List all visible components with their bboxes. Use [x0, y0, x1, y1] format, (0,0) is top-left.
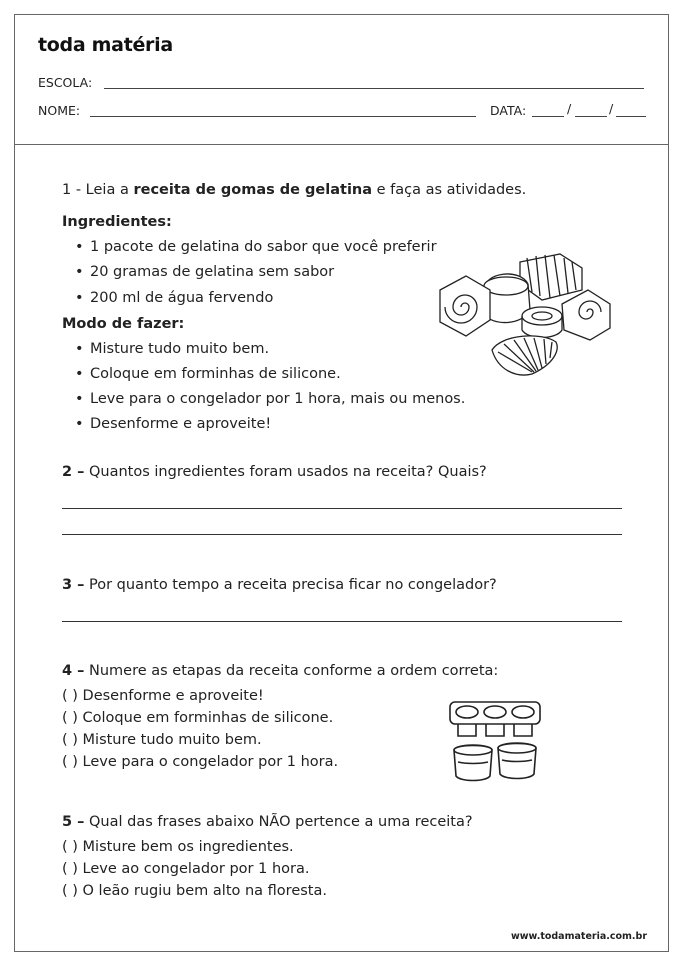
- q4-number: 4 –: [62, 663, 85, 679]
- school-field[interactable]: [104, 88, 644, 89]
- date-label: DATA:: [490, 103, 527, 118]
- q1-prompt: [62, 181, 526, 199]
- ingredient-item: • 1 pacote de gelatina do sabor que você preferir: [90, 238, 437, 256]
- q5-option[interactable]: ( ) Misture bem os ingredientes.: [62, 839, 294, 855]
- q4-text: Numere as etapas da receita conforme a ordem correta:: [84, 663, 499, 679]
- school-label: ESCOLA:: [38, 75, 93, 90]
- q3-text: Por quanto tempo a receita precisa ficar no congelador?: [84, 577, 497, 593]
- date-separator: /: [609, 101, 614, 116]
- method-step: • Desenforme e aproveite!: [90, 415, 271, 433]
- ingredient-item: • 200 ml de água fervendo: [90, 289, 273, 307]
- date-month-field[interactable]: [575, 116, 607, 117]
- ingredients-title: Ingredientes:: [62, 214, 172, 230]
- q5-option[interactable]: ( ) Leve ao congelador por 1 hora.: [62, 861, 310, 877]
- q4-option[interactable]: ( ) Desenforme e aproveite!: [62, 688, 264, 704]
- ingredient-item: • 20 gramas de gelatina sem sabor: [90, 263, 334, 281]
- q4-option[interactable]: ( ) Leve para o congelador por 1 hora.: [62, 754, 339, 770]
- q2-answer-line[interactable]: [62, 508, 622, 509]
- q3-number: 3 –: [62, 577, 85, 593]
- q4-option[interactable]: ( ) Coloque em forminhas de silicone.: [62, 710, 334, 726]
- q1-recipe-name: receita de gomas de gelatina: [133, 182, 373, 198]
- worksheet-frame: [14, 14, 669, 952]
- silicone-molds-illustration: [446, 698, 546, 784]
- q4-option[interactable]: ( ) Misture tudo muito bem.: [62, 732, 262, 748]
- brand-logo: toda matéria: [38, 34, 173, 56]
- name-field[interactable]: [90, 116, 476, 117]
- footer-site: www.todamateria.com.br: [510, 931, 647, 942]
- gummy-candies-illustration: [432, 250, 616, 386]
- method-step: • Coloque em forminhas de silicone.: [90, 365, 341, 383]
- date-separator: /: [567, 101, 572, 116]
- q5-prompt: [62, 813, 473, 831]
- q2-prompt: [62, 463, 487, 481]
- q5-option[interactable]: ( ) O leão rugiu bem alto na floresta.: [62, 883, 327, 899]
- q1-prefix: 1 - Leia a: [62, 182, 134, 198]
- q5-text: Qual das frases abaixo NÃO pertence a uma receita?: [84, 814, 473, 830]
- q3-prompt: [62, 576, 497, 594]
- method-title: Modo de fazer:: [62, 316, 185, 332]
- method-step: • Misture tudo muito bem.: [90, 340, 269, 358]
- method-step: • Leve para o congelador por 1 hora, mais ou menos.: [90, 390, 465, 408]
- q4-prompt: [62, 662, 498, 680]
- date-day-field[interactable]: [532, 116, 564, 117]
- q2-answer-line[interactable]: [62, 534, 622, 535]
- q2-text: Quantos ingredientes foram usados na receita? Quais?: [84, 464, 487, 480]
- q3-answer-line[interactable]: [62, 621, 622, 622]
- q1-suffix: e faça as atividades.: [372, 182, 527, 198]
- date-year-field[interactable]: [616, 116, 646, 117]
- name-label: NOME:: [38, 103, 81, 118]
- q2-number: 2 –: [62, 464, 85, 480]
- q5-number: 5 –: [62, 814, 85, 830]
